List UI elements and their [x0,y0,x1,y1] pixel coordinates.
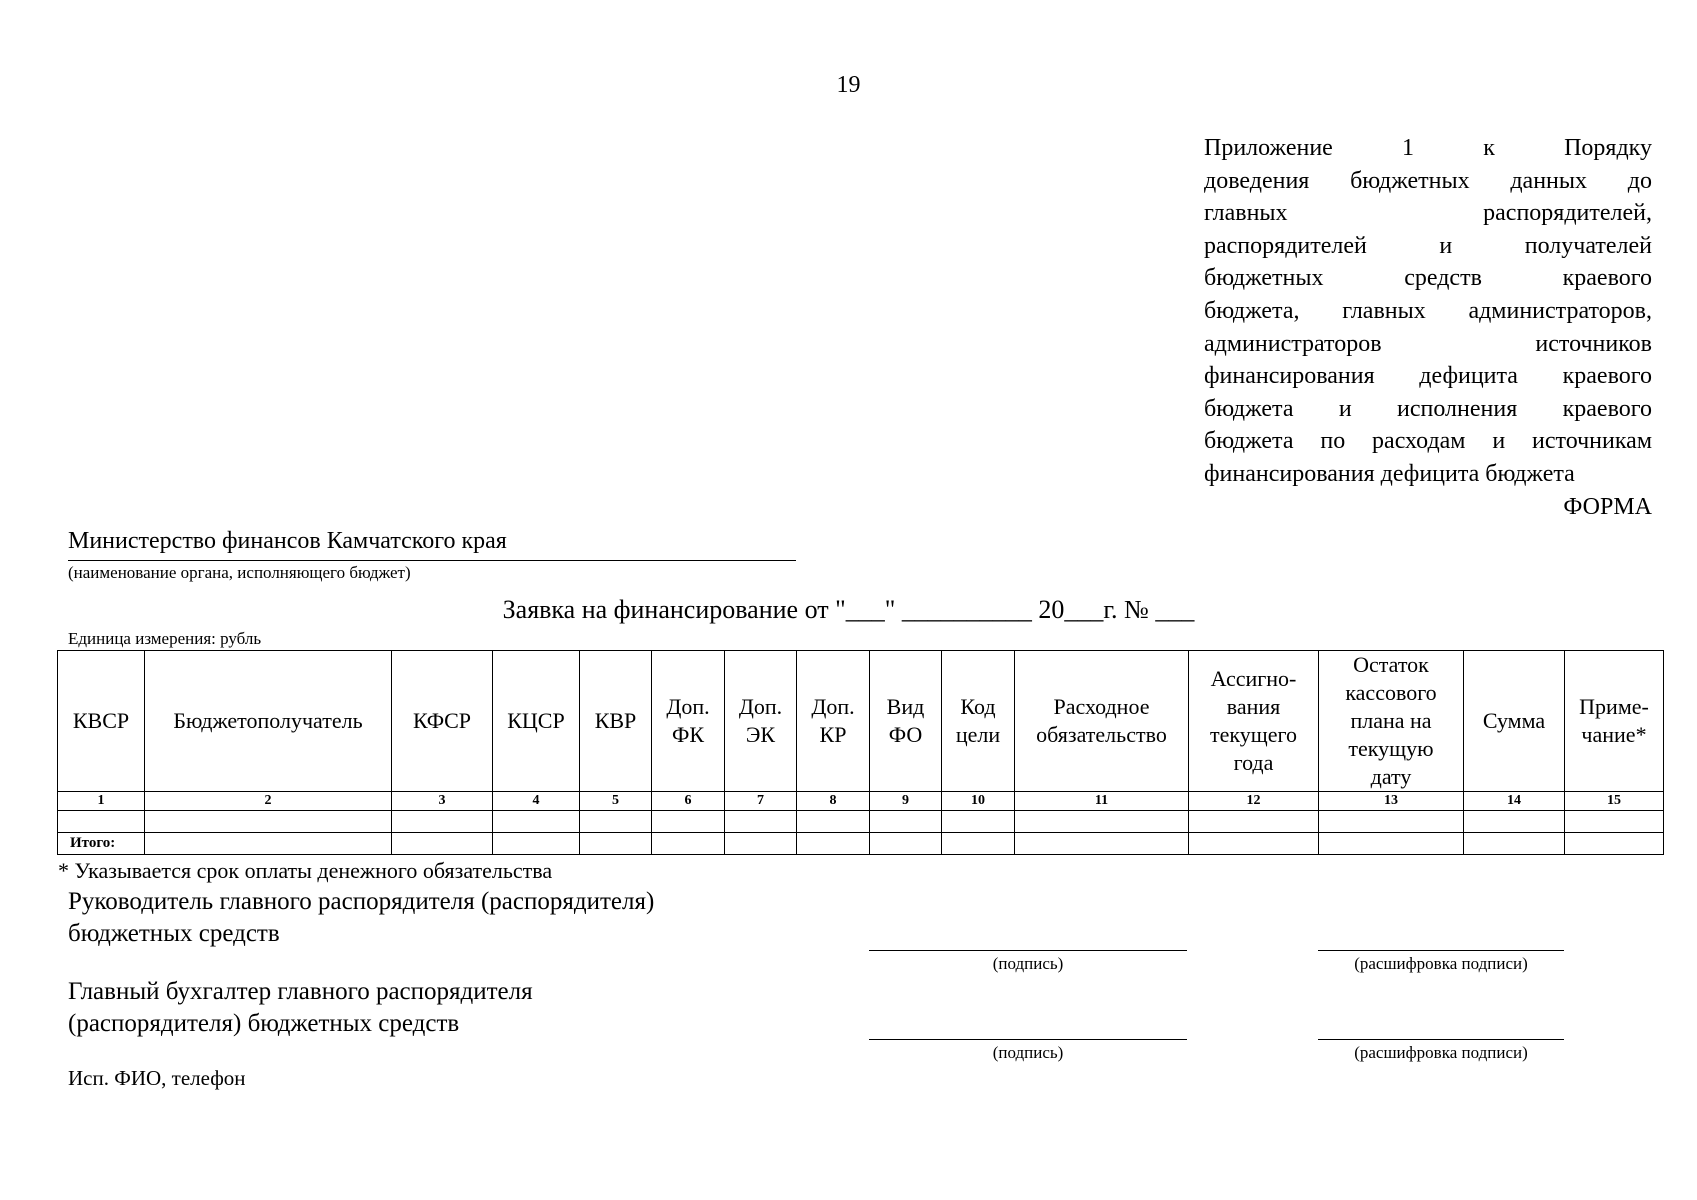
column-header: Бюджетополучатель [145,651,392,792]
table-cell [1565,811,1664,833]
table-cell [392,811,493,833]
column-header: Код цели [942,651,1015,792]
column-number-row [58,792,1664,811]
total-cell [580,833,652,855]
head-signature-title: Руководитель главного распорядителя (распорядителя) бюджетных средств [68,888,655,947]
table-cell [870,811,942,833]
page-number: 19 [836,72,861,98]
appendix-note [1204,132,1652,523]
accountant-decode-line [1318,1039,1564,1040]
total-cell [1565,833,1664,855]
total-cell [725,833,797,855]
appendix-line: бюджетных средств краевого [1204,265,1652,292]
unit-label: Единица измерения: рубль [68,629,262,648]
form-label: ФОРМА [1563,493,1652,520]
column-number: 12 [1189,792,1319,811]
org-name: Министерство финансов Камчатского края [68,528,507,554]
column-number: 10 [942,792,1015,811]
head-decode-caption: (расшифровка подписи) [1354,954,1528,973]
column-header: Ассигно- вания текущего года [1189,651,1319,792]
column-number: 1 [58,792,145,811]
total-cell [797,833,870,855]
column-header: Остаток кассового плана на текущую дату [1319,651,1464,792]
column-header: Доп. КР [797,651,870,792]
column-number: 4 [493,792,580,811]
total-cell [493,833,580,855]
table-cell [493,811,580,833]
table-cell [1319,811,1464,833]
appendix-line: Приложение 1 к Порядку [1204,135,1652,161]
appendix-line: доведения бюджетных данных до [1204,167,1652,194]
column-header: КЦСР [493,651,580,792]
total-label: Итого: [58,833,145,855]
appendix-line: финансирования дефицита бюджета [1204,460,1575,487]
head-signature-line [869,950,1187,951]
org-caption: (наименование органа, исполняющего бюджет) [68,563,411,582]
column-number: 3 [392,792,493,811]
column-header: Приме- чание* [1565,651,1664,792]
table-cell [942,811,1015,833]
org-underline [68,560,796,561]
total-cell [1015,833,1189,855]
head-signature-caption: (подпись) [992,954,1064,973]
column-number: 15 [1565,792,1664,811]
head-decode-line [1318,950,1564,951]
header-row [58,651,1664,792]
appendix-line: распорядителей и получателей [1204,232,1652,259]
column-number: 7 [725,792,797,811]
appendix-line: бюджета и исполнения краевого [1204,395,1652,422]
total-cell [145,833,392,855]
footnote: * Указывается срок оплаты денежного обязательства [58,858,553,883]
column-header: Вид ФО [870,651,942,792]
table-cell [725,811,797,833]
total-cell [652,833,725,855]
column-number: 5 [580,792,652,811]
total-cell [870,833,942,855]
total-cell [942,833,1015,855]
column-number: 13 [1319,792,1464,811]
table-cell [652,811,725,833]
column-number: 6 [652,792,725,811]
table-cell [1464,811,1565,833]
accountant-signature-line [869,1039,1187,1040]
column-header: Сумма [1464,651,1565,792]
column-header: Расходное обязательство [1015,651,1189,792]
table-cell [58,811,145,833]
table-cell [1015,811,1189,833]
table-cell [1189,811,1319,833]
appendix-line: бюджета, главных администраторов, [1204,297,1652,324]
total-cell [1319,833,1464,855]
total-row [58,833,1664,855]
column-header: КВСР [58,651,145,792]
appendix-line: главных распорядителей, [1204,200,1652,227]
appendix-line: бюджета по расходам и источникам [1204,428,1652,455]
executor-info: Исп. ФИО, телефон [68,1066,246,1090]
column-header: КВР [580,651,652,792]
column-number: 2 [145,792,392,811]
total-cell [392,833,493,855]
table-cell [797,811,870,833]
column-number: 9 [870,792,942,811]
total-cell [1464,833,1565,855]
table-cell [145,811,392,833]
accountant-decode-caption: (расшифровка подписи) [1354,1043,1528,1062]
column-header: Доп. ФК [652,651,725,792]
column-number: 11 [1015,792,1189,811]
appendix-line: финансирования дефицита краевого [1204,363,1652,390]
appendix-line: администраторов источников [1204,330,1652,357]
column-header: КФСР [392,651,493,792]
table-row [58,811,1664,833]
table-cell [580,811,652,833]
total-cell [1189,833,1319,855]
column-number: 14 [1464,792,1565,811]
column-header: Доп. ЭК [725,651,797,792]
financing-table [57,650,1664,855]
accountant-signature-title: Главный бухгалтер главного распорядителя (распорядителя) бюджетных средств [68,978,533,1037]
document-title: Заявка на финансирование от "___" __________ 20___г. № ___ [502,595,1195,624]
accountant-signature-caption: (подпись) [992,1043,1064,1062]
column-number: 8 [797,792,870,811]
